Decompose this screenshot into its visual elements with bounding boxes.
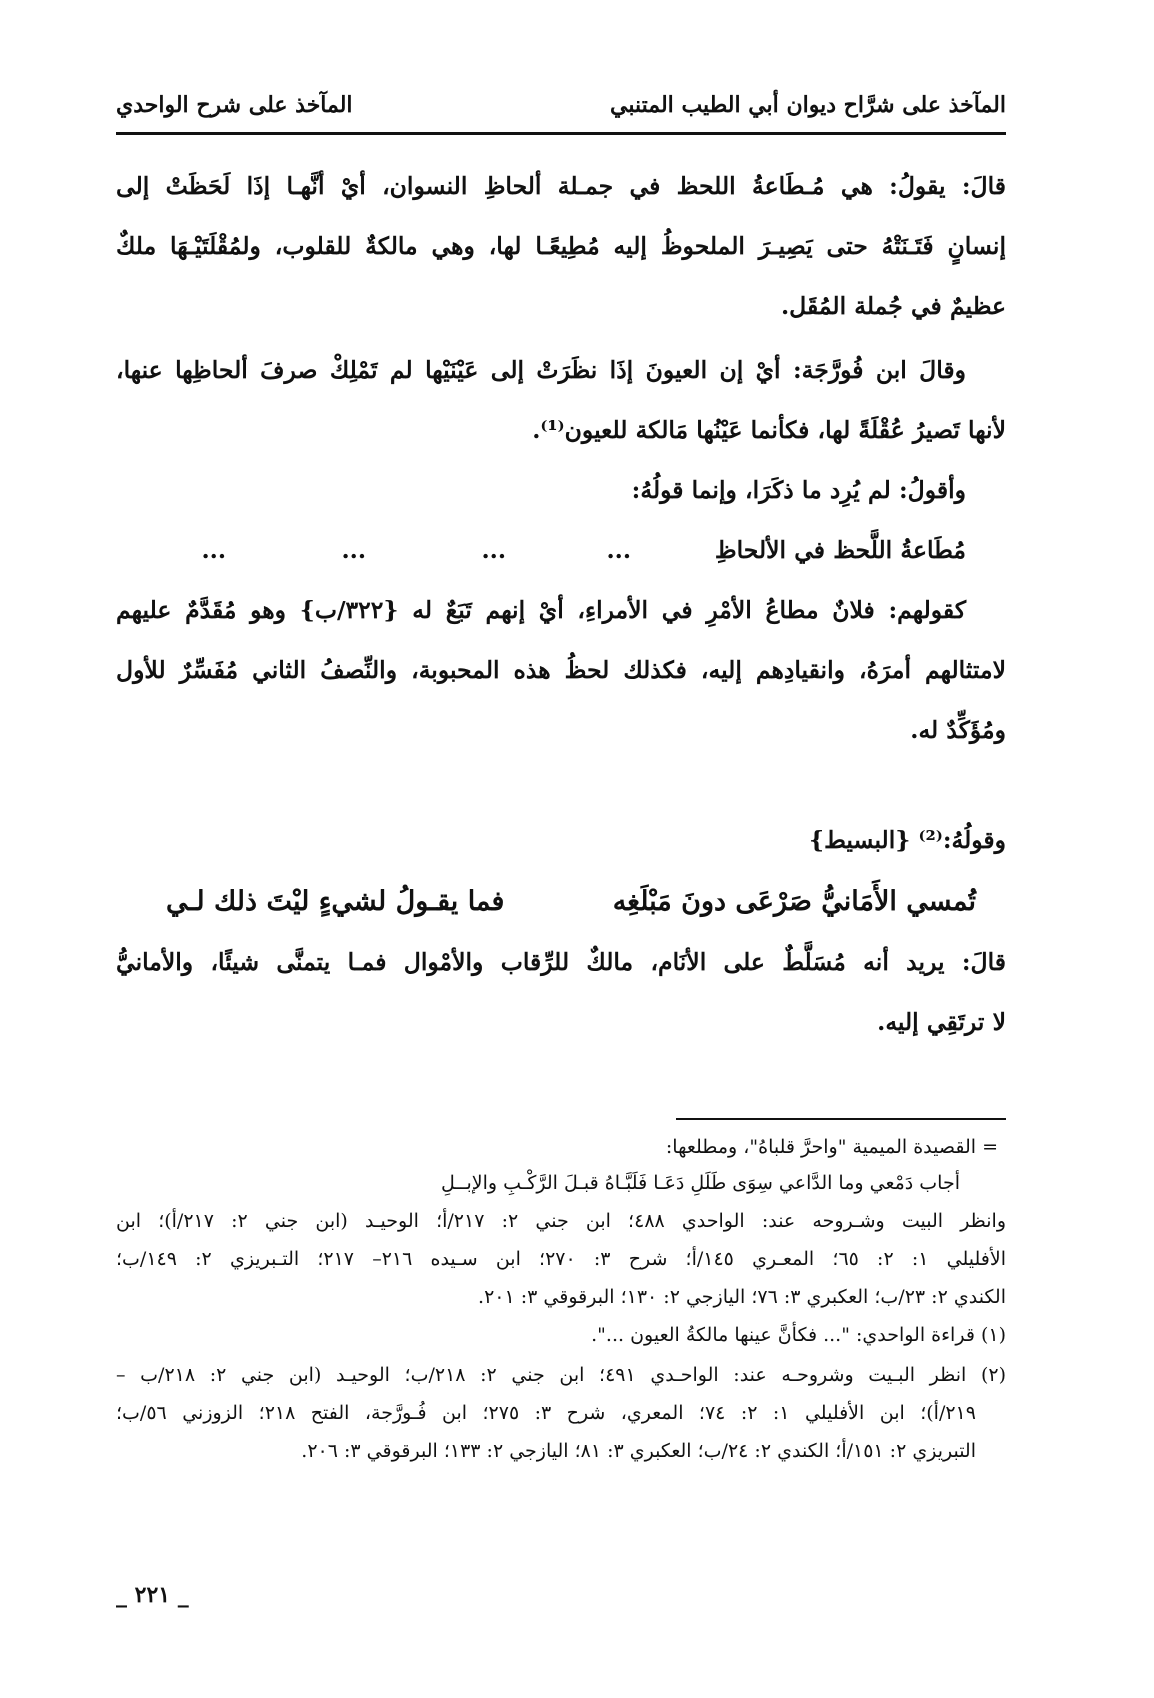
- paragraph-line: قالَ: يريد أنه مُسَلَّطٌ على الأنَام، مالكٌ للرِّقاب والأمْوال فمـا يتمنَّى شيئًا، والأمانيُّ: [116, 948, 1006, 976]
- footnote-line: = القصيدة الميمية "واحرَّ قلباهُ"، ومطلعها:: [665, 1136, 998, 1158]
- footnote-rule: [676, 1118, 1006, 1120]
- ellipsis: ...: [606, 536, 631, 564]
- verse-couplet: [116, 872, 1006, 932]
- footnote-1: (١) قراءة الواحدي: "... فكأنَّ عينها مالكةُ العيون ...".: [591, 1324, 1006, 1346]
- footnote-line: التبريزي ٢: ١٥١/أ؛ الكندي ٢: ٢٤/ب؛ العكبري ٣: ٨١؛ اليازجي ٢: ١٣٣؛ البرقوقي ٣: ٢٠٦.: [301, 1440, 976, 1462]
- quoted-verse-line: [116, 524, 1006, 576]
- footnote-2: (٢) انظر البـيت وشروحـه عند: الواحـدي ٤٩١؛ ابن جني ٢: ٢١٨/ب؛ الوحيـد (ابن جني ٢: ٢١٨/ب –: [116, 1364, 1006, 1386]
- footnote-line: وانظر البيت وشـروحه عند: الواحدي ٤٨٨؛ ابن جني ٢: ٢١٧/أ؛ الوحيـد (ابن جني ٢: ٢١٧/أ)؛ ابن: [116, 1210, 1006, 1232]
- verse-intro: وقولُهُ:⁽²⁾ {البسيط}: [808, 826, 1006, 854]
- paragraph-line: لا ترتَقِي إليه.: [877, 1008, 1006, 1036]
- paragraph-line: عظيمٌ في جُملة المُقَل.: [780, 292, 1006, 320]
- footnote-line: الأفليلي ١: ٢: ٦٥؛ المعـري ١٤٥/أ؛ شرح ٣: ٢٧٠؛ ابن سـيده ٢١٦– ٢١٧؛ التـبريزي ٢: ١٤٩/ب؛: [116, 1248, 1006, 1270]
- header-rule: [116, 132, 1006, 135]
- footnote-line: ٢١٩/أ)؛ ابن الأفليلي ١: ٢: ٧٤؛ المعري، شرح ٣: ٢٧٥؛ ابن فُـورَّجة، الفتح ٢١٨؛ الزوزني ٥٦/ب؛: [116, 1402, 976, 1424]
- paragraph-line: وأقولُ: لم يُرِد ما ذكَرَا، وإنما قولُهُ:: [631, 476, 966, 504]
- verse-first-hemistich: تُمسي الأَمَانيُّ صَرْعَى دونَ مَبْلَغِه: [612, 886, 976, 917]
- paragraph-line: لامتثالهم أمرَهُ، وانقيادِهم إليه، فكذلك لحظُ هذه المحبوبة، والنِّصفُ الثاني مُفَسِّرٌ للأول: [116, 656, 1006, 684]
- running-header-left: المآخذ على شرح الواحدي: [116, 92, 353, 118]
- verse-second-hemistich: فما يقـولُ لشيءٍ ليْتَ ذلك لـي: [166, 886, 505, 917]
- ellipsis: ...: [341, 536, 366, 564]
- running-header-right: المآخذ على شرَّاح ديوان أبي الطيب المتنبي: [610, 92, 1006, 118]
- paragraph-line: وقالَ ابن فُورَّجَة: أيْ إن العيونَ إذَا نظَرَتْ إلى عَيْنَيْها لم تَمْلِكْ صرفَ ألحاظِها عنها،: [116, 356, 966, 384]
- paragraph-line: إنسانٍ فَتَـنَتْهُ حتى يَصِيـرَ الملحوظُ إليه مُطِيعًـا لها، وهي مالكةٌ للقلوب، ولمُقْلَتَيْـهَا ملكٌ: [116, 232, 1006, 260]
- footnote-verse-line: أجاب دَمْعي وما الدَّاعي سِوَى طَلَلِ دَعَـا فَلَبَّـاهُ قبـلَ الرَّكْـبِ والإبــلِ: [440, 1172, 960, 1194]
- paragraph-line: لأنها تَصيرُ عُقْلَةً لها، فكأنما عَيْنُها مَالكة للعيون⁽¹⁾.: [532, 416, 1006, 444]
- paragraph-line: قالَ: يقولُ: هي مُـطَاعةُ اللحظ في جمـلة ألحاظِ النسوان، أيْ أنَّهـا إذَا لَحَظَتْ إلى: [116, 172, 1006, 200]
- quoted-verse: مُطَاعةُ اللَّحظ في الألحاظِ: [714, 536, 966, 564]
- paragraph-line: كقولهم: فلانٌ مطاعُ الأمْرِ في الأمراءِ، أيْ إنهم تَبَعٌ له {٣٢٢/ب} وهو مُقَدَّمٌ عليهم: [116, 596, 967, 624]
- paragraph-line: ومُؤَكِّدٌ له.: [910, 716, 1006, 744]
- page-number: _ ٢٢١ _: [116, 1582, 189, 1608]
- footnote-line: الكندي ٢: ٢٣/ب؛ العكبري ٣: ٧٦؛ اليازجي ٢: ١٣٠؛ البرقوقي ٣: ٢٠١.: [478, 1286, 1006, 1308]
- ellipsis: ...: [481, 536, 506, 564]
- ellipsis: ...: [201, 536, 226, 564]
